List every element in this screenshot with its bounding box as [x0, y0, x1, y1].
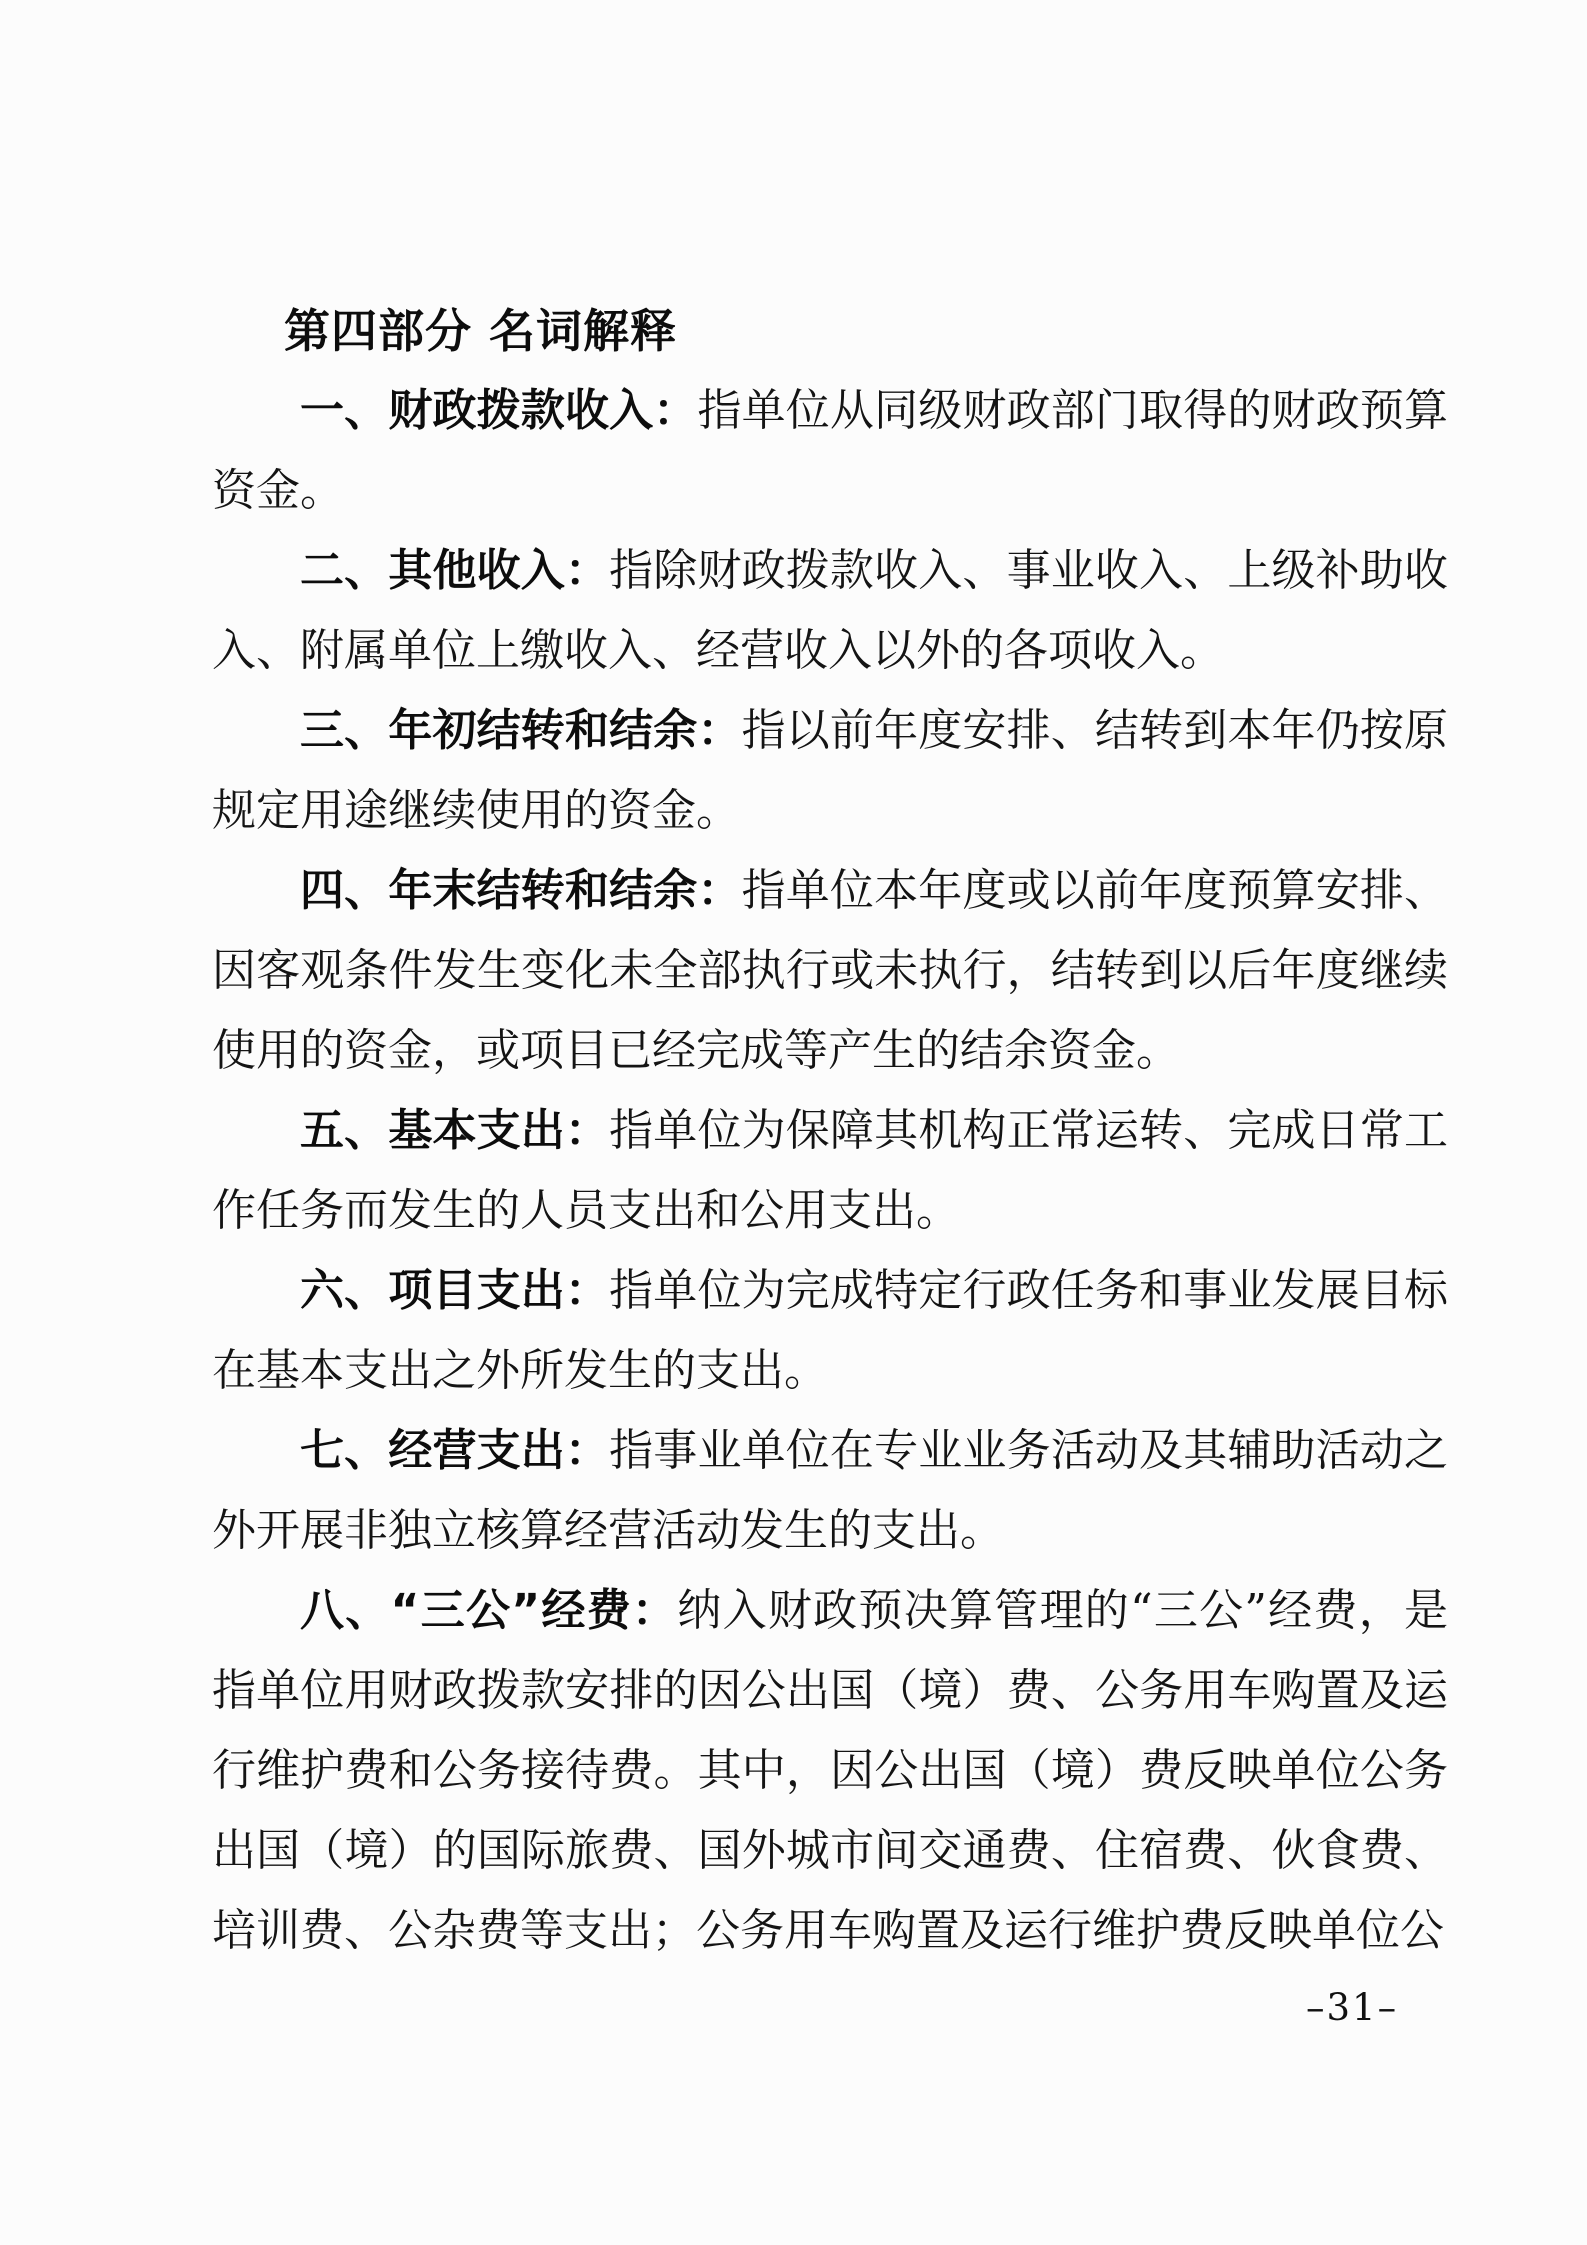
- term-paragraph-6: [212, 1251, 1448, 1411]
- term-definition: 指除财政拨款收入、事业收入、上级补助收入、附属单位上缴收入、经营收入以外的各项收入。: [212, 545, 1449, 676]
- term-paragraph-7: [212, 1411, 1448, 1571]
- term-label: 四、年末结转和结余：: [300, 865, 742, 916]
- term-paragraph-8: [212, 1571, 1448, 1971]
- term-paragraph-3: [212, 691, 1448, 851]
- term-paragraph-5: [212, 1091, 1448, 1251]
- term-definition: 指单位从同级财政部门取得的财政预算资金。: [212, 385, 1449, 516]
- term-label: 六、项目支出：: [300, 1265, 610, 1316]
- term-label: 三、年初结转和结余：: [300, 705, 742, 756]
- term-definition: 纳入财政预决算管理的“三公”经费，是指单位用财政拨款安排的因公出国（境）费、公务用车购置及运行维护费和公务接待费。其中，因公出国（境）费反映单位公务出国（境）的国际旅费、国外城市间交通费、住宿费、伙食费、培训费、公杂费等支出；公务用车购置及运行维护费反映单位公: [212, 1585, 1448, 1956]
- term-label: 七、经营支出：: [300, 1425, 610, 1476]
- term-label: 二、其他收入：: [300, 545, 610, 596]
- term-paragraph-4: [212, 851, 1448, 1091]
- term-definition: 指以前年度安排、结转到本年仍按原规定用途继续使用的资金。: [212, 705, 1449, 836]
- term-definition: 指单位为完成特定行政任务和事业发展目标在基本支出之外所发生的支出。: [212, 1265, 1449, 1396]
- term-label: 八、“三公”经费：: [300, 1585, 678, 1636]
- term-definition: 指单位本年度或以前年度预算安排、因客观条件发生变化未全部执行或未执行，结转到以后年度继续使用的资金，或项目已经完成等产生的结余资金。: [212, 865, 1449, 1076]
- term-label: 一、财政拨款收入：: [300, 385, 698, 436]
- document-content: [212, 291, 1448, 1971]
- term-paragraph-1: [212, 371, 1448, 531]
- page-number: –31–: [1306, 1986, 1399, 2029]
- term-label: 五、基本支出：: [300, 1105, 610, 1156]
- term-definition: 指单位为保障其机构正常运转、完成日常工作任务而发生的人员支出和公用支出。: [212, 1105, 1449, 1236]
- term-paragraph-2: [212, 531, 1448, 691]
- section-title: 第四部分 名词解释: [284, 304, 678, 358]
- term-definition: 指事业单位在专业业务活动及其辅助活动之外开展非独立核算经营活动发生的支出。: [212, 1425, 1449, 1556]
